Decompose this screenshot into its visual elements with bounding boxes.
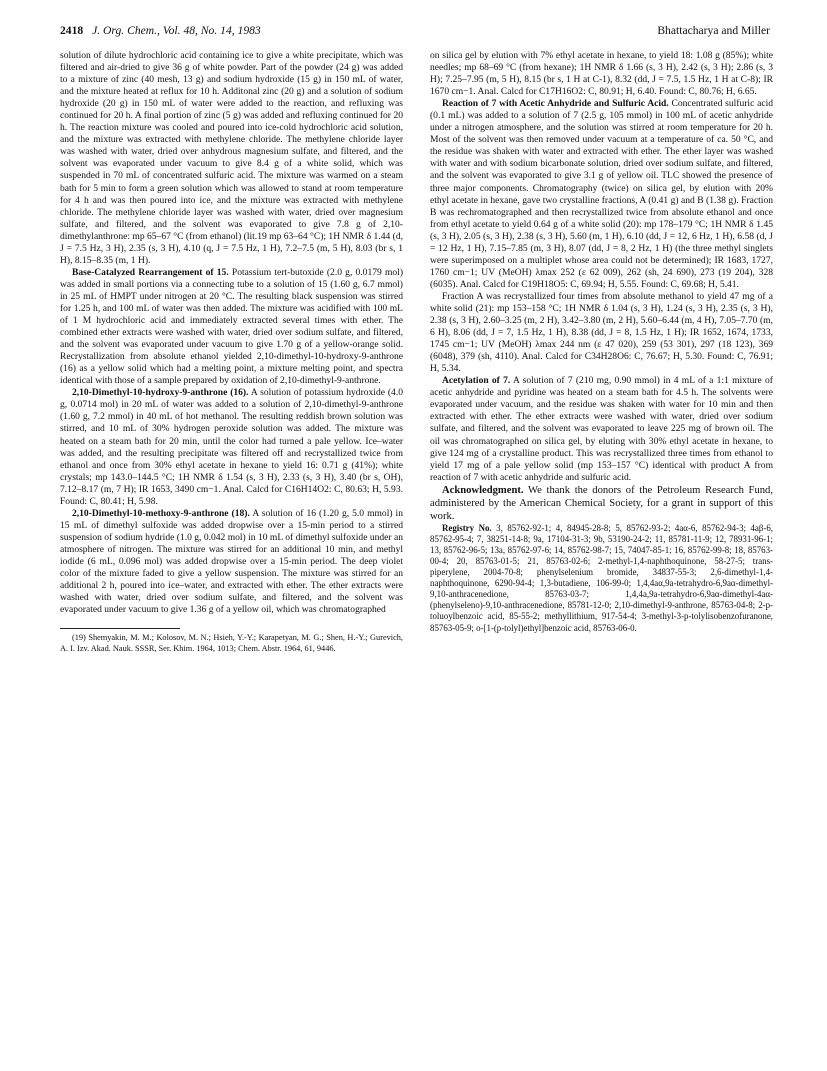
paragraph-body: A solution of 16 (1.20 g, 5.0 mmol) in 15 mL of dimethyl sulfoxide was added dropwise over a 15-min period to a stirred suspension of sodium hydride (1.0 g, 0.042 mol) in 10 mL of dimethyl sulfoxide under an atmosphere of nitrogen. The mixture was stirred for an additional 10 min, and methyl iodide (6 mL, 0.096 mol) was added dropwise over a 15-min period. The deep violet color of the mixture faded to give a yellow suspension. The mixture was stirred for an additional 2 h, poured into ice–water, and extracted with ether. The ether extracts were washed with water, dried over sodium sulfate, and filtered, and the solvent was evaporated under vacuum to give 1.36 g of a yellow oil, which was chromatographed (60, 507, 403, 616)
paragraph-methoxy-anthrone (60, 508, 403, 616)
acknowledgment-heading: Acknowledgment. (442, 484, 524, 496)
section-heading: 2,10-Dimethyl-10-methoxy-9-anthrone (18). (72, 507, 250, 519)
page-number: 2418 (60, 24, 84, 37)
paragraph-acetic-anhydride-reaction (430, 98, 773, 291)
paragraph-body: A solution of potassium hydroxide (4.0 g, 0.0714 mol) in 20 mL of water was added to a solution of 2,10-dimethyl-9-anthrone (1.60 g, 7.2 mmol) in 40 mL of hot methanol. The resulting reddish brown solution was stirred, and 10 mL of 30% hydrogen peroxide solution was added. The mixture was heated on a steam bath for 20 min, until the color had turned a pale yellow. Ice–water was added, and the resulting precipitate was filtered off and recrystallized twice from ethanol and once from 30% ethyl acetate in hexane to yield 16: 0.71 g (41%); white crystals; mp 143.0–144.5 °C; 1H NMR δ 1.54 (s, 3 H), 2.33 (s, 3 H), 3.40 (br s, OH), 7.12–8.17 (m, 7 H); IR 1653, 3490 cm−1. Anal. Calcd for C16H14O2: C, 80.63; H, 5.93. Found: C, 80.41; H, 5.98. (60, 387, 403, 507)
paragraph-acetylation (430, 375, 773, 483)
registry-body: 3, 85762-92-1; 4, 84945-28-8; 5, 85762-93-2; 4aα-6, 85762-94-3; 4aβ-6, 85762-95-4; 7, 38251-14-8; 9a, 17104-31-3; 9b, 53190-24-2; 11, 85781-11-9; 12, 78931-96-1; 13, 85762-96-5; 13a, 85762-97-6; 14, 85762-98-7; 15, 74047-85-1; 16, 85762-99-8; 18, 85763-00-4; 20, 85763-01-5; 21, 85763-02-6; 2-methyl-1,4-naphthoquinone, 58-27-5; trans-piperylene, 2004-70-8; phenylselenium bromide, 34837-55-3; 2,6-dimethyl-1,4-naphthoquinone, 6290-94-4; 1,3-butadiene, 106-99-0; 1,4,4aα,9a-tetrahydro-6,9aα-dimethyl-9,10-anthracenedione, 85763-03-7; 1,4,4a,9a-tetrahydro-6,9aα-dimethyl-4aα-(phenylseleno)-9,10-anthracenedione, 85781-12-0; 2,10-dimethyl-9-anthrone, 85763-04-8; 2-p-toluoylbenzoic acid, 85-55-2; methyllithium, 917-54-4; 3-methyl-3-p-tolylisobenzofuranone, 85763-05-9; o-[1-(p-tolyl)ethyl]benzoic acid, 85763-06-0. (430, 522, 774, 633)
paragraph-chromatography: on silica gel by elution with 7% ethyl acetate in hexane, to yield 18: 1.08 g (85%); white needles; mp 68–69 °C (from hexane); 1H NMR δ 1.66 (s, 3 H), 2.42 (s, 3 H); 2.86 (s, 3 H); 7.25–7.95 (m, 5 H), 8.15 (br s, 1 H at C-1), 8.32 (dd, J = 7.5, 1.5 Hz, 1 H at C-8); IR 1670 cm−1. Anal. Calcd for C17H16O2: C, 80.91; H, 6.40. Found: C, 80.76; H, 6.65. (430, 50, 773, 98)
left-column (60, 50, 403, 654)
paragraph-zinc-reduction: solution of dilute hydrochloric acid containing ice to give a white precipitate, which was filtered and air-dried to give 36 g of white powder. Part of the powder (24 g) was added to a mixture of zinc (40 mesh, 13 g) and sodium hydroxide (15 g) in 150 mL of water, and the mixture heated at reflux for 10 h. Additonal zinc (20 g) and a solution of sodium hydroxide (20 g) in 150 mL of water were added to the reaction, and refluxing was continued for 20 h. A final portion of zinc (5 g) was added and refluxing continued for 20 h. The reaction mixture was cooled and poured into ice-cold hydrochloric acid solution, and the mixture was extracted with methylene chloride. The methylene chloride layer was washed with water, dried over anhydrous magnesium sulfate, and filtered, and the solvent was evaporated under vacuum to give 8.4 g of a white solid, which was suspended in 70 mL of concentrated sulfuric acid. The mixture was warmed on a steam bath for 5 min to form a green solution which was allowed to stand at room temperature for 4 h and was then poured into ice, and the mixture was extracted with methylene chloride. The methylene chloride layer was washed with water, dried over magnesium sulfate, and filtered, and the solvent was evaporated to give 7.8 g of 2,10-dimethylanthrone: mp 65–67 °C (from ethanol) (lit.19 mp 63–64 °C); 1H NMR δ 1.44 (d, J = 7.5 Hz, 3 H), 2.35 (s, 3 H), 4.10 (q, J = 7.5 Hz, 1 H), 7.2–7.5 (m, 5 H), 8.03 (br s, 1 H), 8.15–8.35 (m, 1 H). (60, 50, 403, 266)
right-column (430, 50, 773, 634)
running-header (60, 20, 770, 42)
paragraph-body: Concentrated sulfuric acid (0.1 mL) was added to a solution of 7 (2.5 g, 105 mmol) in 100 mL of acetic anhydride under a nitrogen atmosphere, and the solution was stirred at room temperature for 20 h. Most of the solvent was then removed under vacuum at a temperature of ca. 50 °C, and the residue was shaken with water and extracted with ether. The ether layer was washed with water and with sodium bicarbonate solution, dried over sodium sulfate, and filtered, and the solvent was evaporated to give 3.1 g of yellow oil. TLC showed the presence of three major components. Chromatography (twice) on silica gel, by elution with 20% ethyl acetate in hexane, gave two crystalline fractions, A (0.41 g) and B (1.38 g). Fraction B was rechromatographed and then recrystallized twice from absolute ethanol and once from ethyl acetate to yield 0.64 g of a white solid (20): mp 178–179 °C; 1H NMR δ 1.45 (s, 3 H), 2.05 (s, 3 H), 2.38 (s, 3 H), 5.60 (m, 1 H), 6.10 (dd, J = 12, 6 Hz, 1 H), 6.58 (d, J = 12 Hz, 1 H), 7.15–7.85 (m, 3 H), 8.07 (dd, J = 8, 2 Hz, 1 H) (the three methyl singlets were superimposed on a multiplet whose area could not be determined); IR 1683, 1727, 1760 cm−1; UV (MeOH) λmax 252 (ε 62 009), 262 (sh, 24 690), 273 (19 204), 328 (6035). Anal. Calcd for C19H18O5: C, 69.94; H, 5.55. Found: C, 69.68; H, 5.41. (430, 98, 773, 290)
footnote-divider (60, 628, 180, 629)
registry-numbers (430, 523, 773, 634)
header-authors: Bhattacharya and Miller (657, 24, 770, 37)
acknowledgment-body: We thank the donors of the Petroleum Research Fund, administered by the American Chemical Society, for a grant in support of this work. (430, 484, 773, 522)
acknowledgment (430, 484, 773, 523)
paragraph-fraction-a: Fraction A was recrystallized four times from absolute methanol to yield 47 mg of a white solid (21): mp 153–158 °C; 1H NMR δ 1.04 (s, 3 H), 1.24 (s, 3 H), 2.35 (s, 3 H), 2.38 (s, 3 H), 2.60–3.25 (m, 2 H), 3.42–3.80 (m, 2 H), 5.60–6.44 (m, 4 H), 7.05–7.70 (m, 6 H), 8.06 (dd, J = 7, 1.5 Hz, 1 H), 8.38 (dd, J = 8, 1.5 Hz, 1 H); IR 1652, 1674, 1733, 1745 cm−1; UV (MeOH) λmax 244 nm (ε 47 020), 259 (53 301), 297 (18 123), 369 (6048), 379 (sh, 4110). Anal. Calcd for C34H28O6: C, 76.67; H, 5.30. Found: C, 76.91; H, 5.34. (430, 290, 773, 375)
paragraph-body: A solution of 7 (210 mg, 0.90 mmol) in 4 mL of a 1:1 mixture of acetic anhydride and pyridine was heated on a steam bath for 4.5 h. The solvents were evaporated under vacuum, and the residue was shaken with water for 10 min and then extracted with ether. The ether extracts were washed with water, dried over sodium sulfate, and filtered, and the solvent was evaporated to leave 225 mg of brown oil. The oil was chromatographed on silica gel, by eluting with 30% ethyl acetate in hexane, to give 124 mg of a crystalline product. This was recrystallized three times from ethanol to yield 17 mg of a pale yellow solid (mp 153–157 °C) identical with product A from reaction of 7 with acetic anhydride and sulfuric acid. (430, 375, 773, 483)
journal-citation: J. Org. Chem., Vol. 48, No. 14, 1983 (92, 24, 261, 37)
section-heading: Base-Catalyzed Rearrangement of 15. (72, 266, 229, 278)
footnote-19: (19) Shemyakin, M. M.; Kolosov, M. N.; Hsieh, Y.-Y.; Karapetyan, M. G.; Shen, H.-Y.; Gurevich, A. I. Izv. Akad. Nauk. SSSR, Ser. Khim. 1964, 1013; Chem. Abstr. 1964, 61, 9446. (60, 633, 403, 653)
section-heading: 2,10-Dimethyl-10-hydroxy-9-anthrone (16). (72, 387, 249, 399)
section-heading: Reaction of 7 with Acetic Anhydride and Sulfuric Acid. (442, 98, 669, 110)
paragraph-body: Potassium tert-butoxide (2.0 g, 0.0179 mol) was added in small portions via a connecting tube to a solution of 15 (1.60 g, 6.7 mmol) in 25 mL of HMPT under nitrogen at 20 °C. The resulting black suspension was stirred for 1.25 h, and 100 mL of water was then added. The mixture was acidified with 100 mL of 1 M hydrochloric acid and immediately extracted several times with ether. The combined ether extracts were washed with water, dried over sodium sulfate, and filtered, and the solvent was evaporated under vacuum to give 1.70 g of a yellow-orange solid. Recrystallization from absolute ethanol yielded 2,10-dimethyl-10-hydroxy-9-anthrone (16) as a yellow solid which had a melting point, a mixture melting point, and spectra identical with those of a sample prepared by oxidation of 2,10-dimethyl-9-anthrone. (60, 266, 403, 387)
paragraph-base-rearrangement (60, 267, 403, 387)
section-heading: Acetylation of 7. (442, 375, 511, 387)
header-left (60, 20, 261, 42)
registry-heading: Registry No. (442, 522, 492, 533)
paragraph-hydroxy-anthrone (60, 387, 403, 507)
